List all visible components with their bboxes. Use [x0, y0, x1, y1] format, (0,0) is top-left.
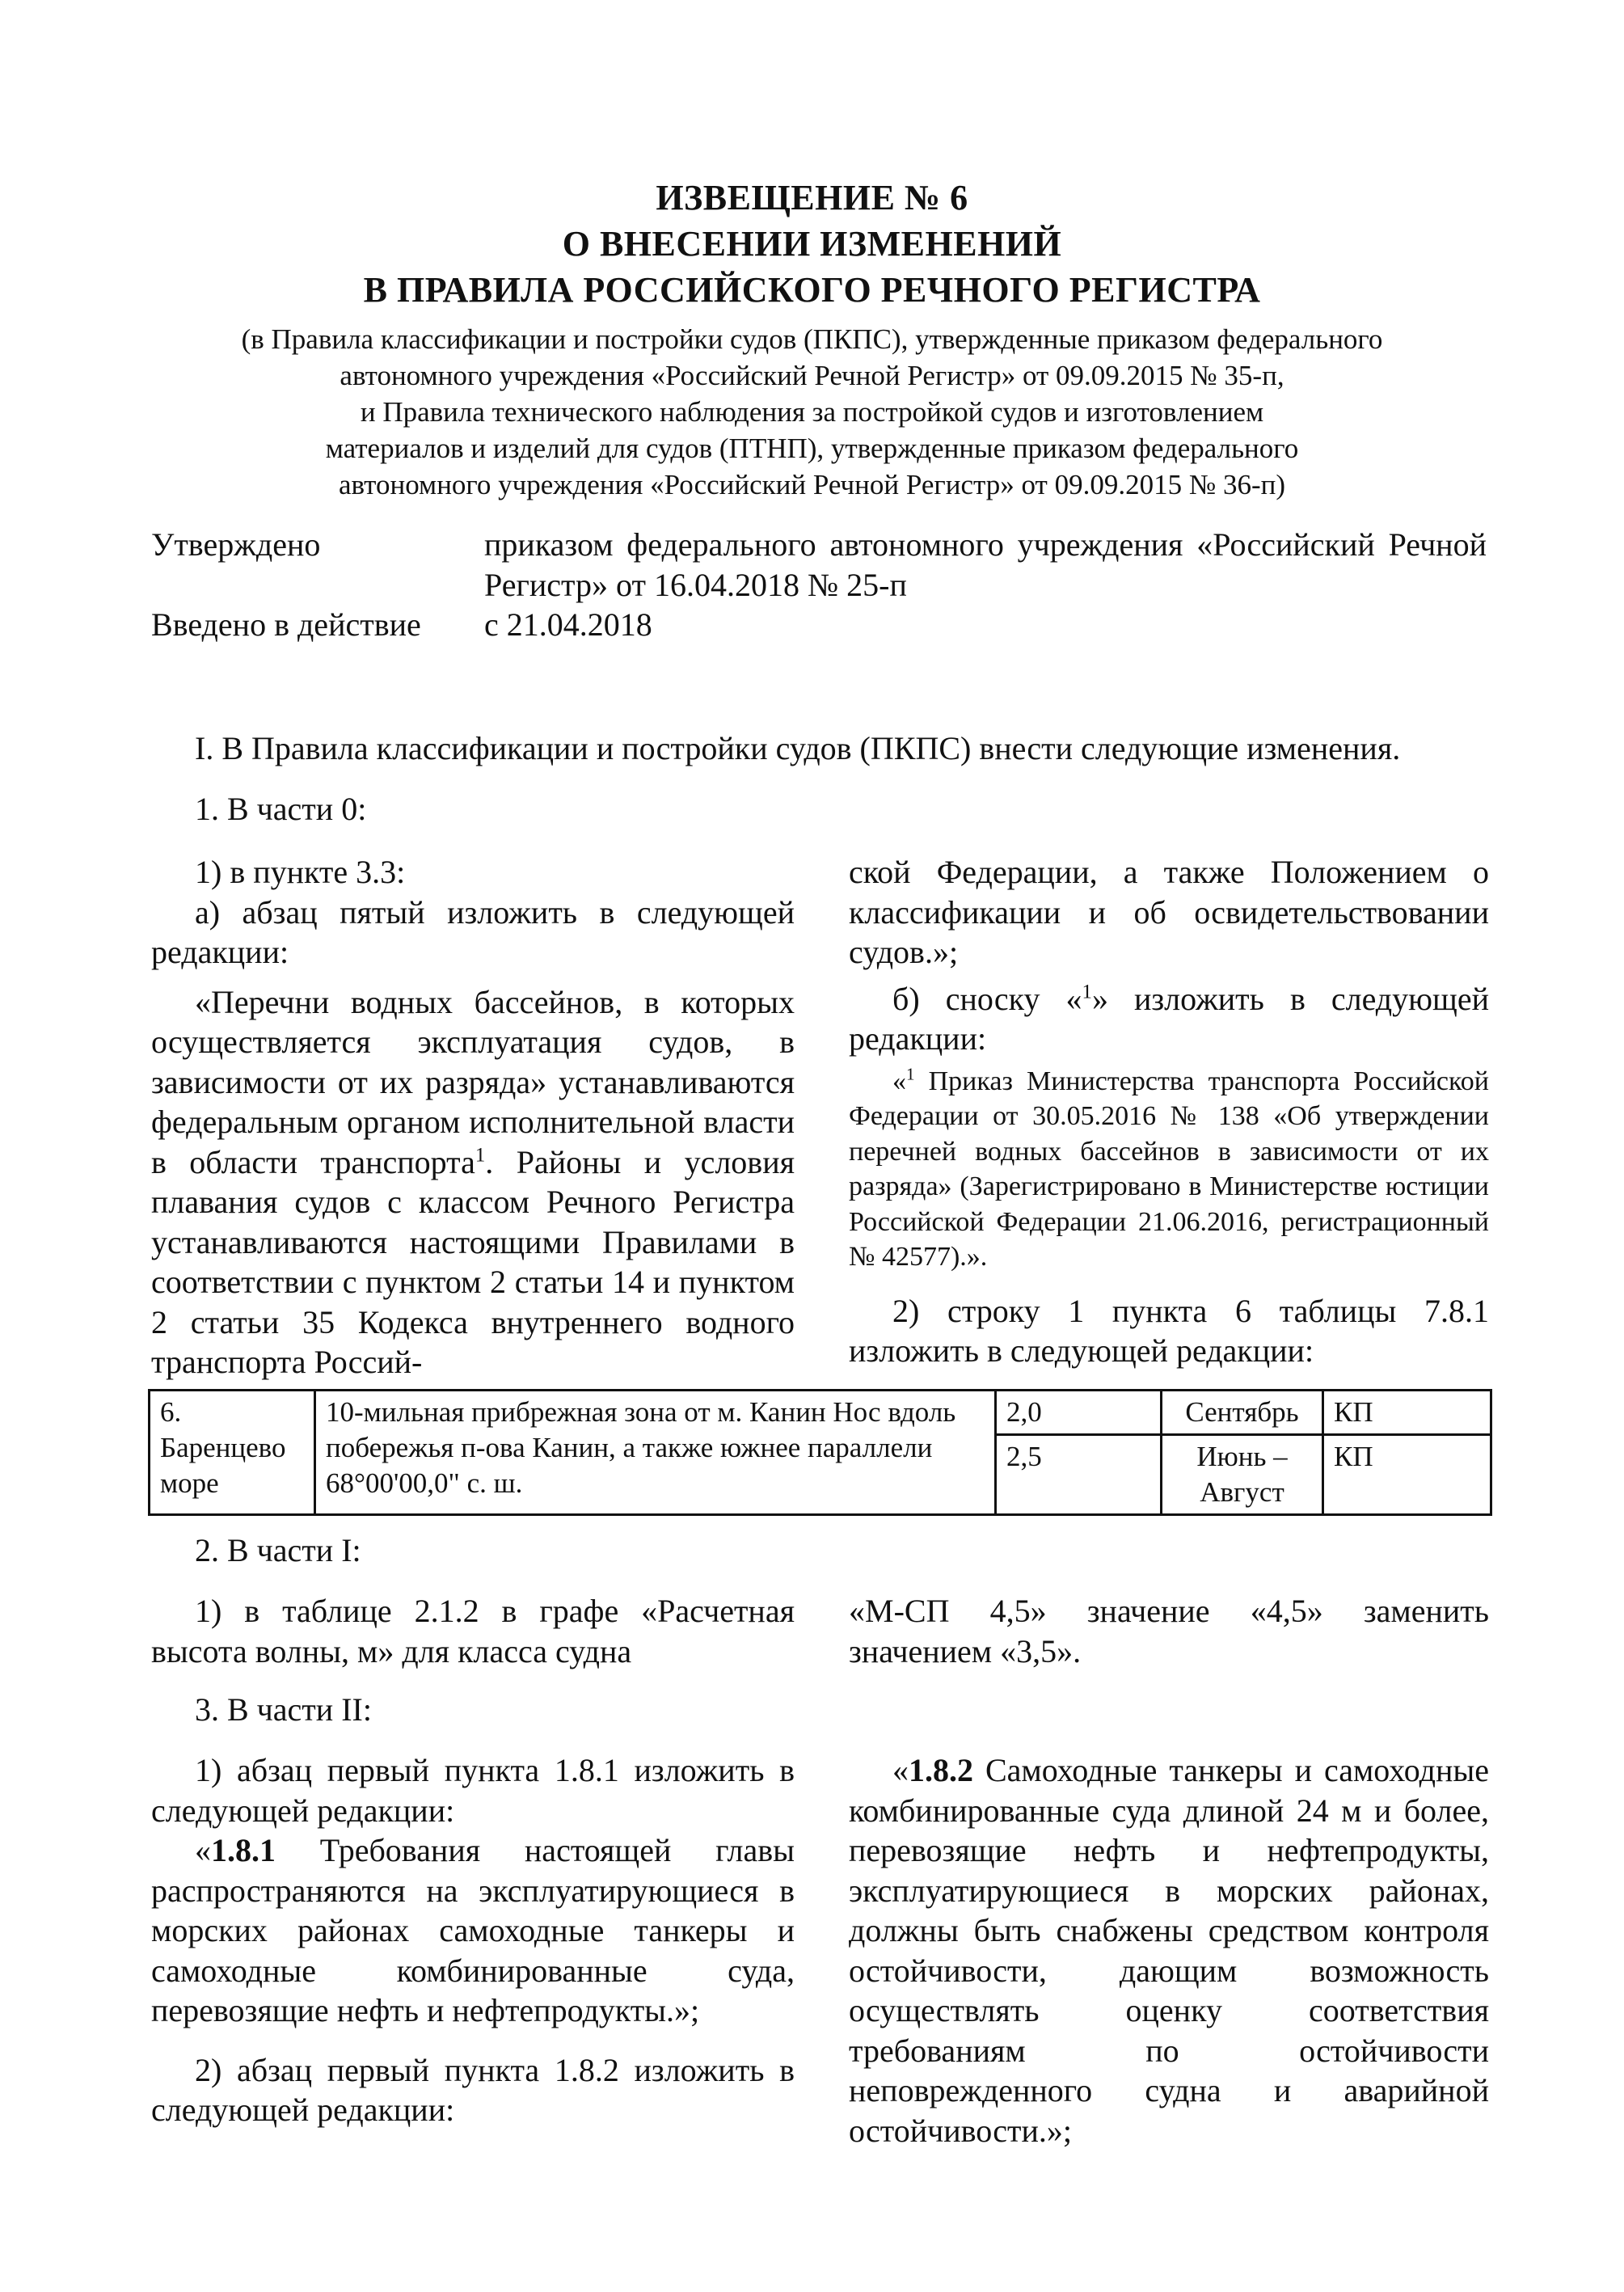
item-1b-text [849, 979, 1489, 1059]
footnote-reference: 1 [475, 1144, 486, 1167]
item-2-text: 2) строку 1 пункта 6 таблицы 7.8.1 изложить в следующей редакции: [849, 1292, 1489, 1369]
table-cell-class: КП [1323, 1391, 1491, 1435]
item-1a-text: а) абзац пятый изложить в следующей редакции: [151, 893, 795, 970]
subtitle-line-3: и Правила технического наблюдения за постройкой судов и изготовлением [360, 396, 1264, 428]
footnote-mark: 1 [906, 1064, 915, 1084]
item-1b-suffix: » изложить в следующей редакции: [849, 980, 1490, 1057]
q182-open: « [892, 1752, 909, 1788]
part-2-item-2-text: 2) абзац первый пункта 1.8.2 изложить в следующей редакции: [151, 2051, 795, 2128]
part-1-item-1-left: 1) в таблице 2.1.2 в графе «Расчетная высота волны, м» для класса судна [151, 1593, 795, 1669]
part-0-heading: 1. В части 0: [195, 791, 367, 827]
footnote-text: Приказ Министерства транспорта Российской Федерации от 30.05.2016 № 138 «Об утверждении перечней водных бассейнов в зависимости от их разряда» (Зарегистрировано в Министерстве юстиции Российской Федерации 21.06.2016, регистрационный № 42577).». [849, 1066, 1489, 1272]
q182-text: Самоходные танкеры и самоходные комбинированные суда длиной 24 м и более, перевозящие нефть и нефтепродукты, эксплуатирующиеся в морских районах, должны быть снабжены средством контроля остойчивости, дающим возможность осуществлять оценку соответствия требованиям по остойчивости неповрежденного судна и аварийной остойчивости.»; [849, 1752, 1489, 2149]
section-1-right-column [849, 852, 1489, 1371]
item-1b-mark: 1 [1082, 981, 1092, 1003]
subtitle-line-4: материалов и изделий для судов (ПТНП), утвержденные приказом федерального [325, 433, 1299, 464]
table-cell-class: КП [1323, 1435, 1491, 1515]
table-cell-period: Июнь – Август [1162, 1435, 1323, 1515]
subtitle-line-2: автономного учреждения «Российский Речной Регистр» от 09.09.2015 № 35-п, [340, 360, 1284, 391]
q181-open: « [195, 1832, 211, 1868]
table-row [150, 1391, 1491, 1435]
subtitle-line-5: автономного учреждения «Российский Речной Регистр» от 09.09.2015 № 36-п) [338, 469, 1286, 500]
quote-text-1: «Перечни водных бассейнов, в которых осуществляется эксплуатация судов, в зависимости от их разряда» устанавливаются федеральным органом исполнительной власти в области транспорта [151, 983, 795, 1180]
footnote-open: « [892, 1066, 906, 1096]
sea-areas-table [148, 1389, 1492, 1516]
q182-number: 1.8.2 [909, 1752, 973, 1788]
section-1-heading: I. В Правила классификации и постройки судов (ПКПС) внести следующие изменения. [195, 730, 1401, 766]
quote-continuation: ской Федерации, а также Положением о классификации и об освидетельствовании судов.»; [849, 854, 1489, 970]
part-1-item-1-right: «М-СП 4,5» значение «4,5» заменить значением «3,5». [849, 1593, 1489, 1669]
subtitle-line-1: (в Правила классификации и постройки судов (ПКПС), утвержденные приказом федерального [241, 323, 1383, 355]
part-2-item-1-text: 1) абзац первый пункта 1.8.1 изложить в следующей редакции: [151, 1752, 795, 1829]
paragraph-1-8-1 [151, 1830, 795, 2031]
page-title-line-1: ИЗВЕЩЕНИЕ № 6 [656, 178, 968, 217]
q181-text: Требования настоящей главы распространяются на эксплуатирующиеся в морских районах самоходные танкеры и самоходные комбинированные суда, перевозящие нефть и нефтепродукты.»; [151, 1832, 795, 2028]
section-1-left-column [151, 852, 795, 1382]
table-cell-height: 2,0 [996, 1391, 1162, 1435]
approved-value: приказом федерального автономного учреждения «Российский Речной Регистр» от 16.04.2018 № 25-п [484, 526, 1487, 603]
part-2-heading: 3. В части II: [195, 1691, 372, 1728]
q181-number: 1.8.1 [211, 1832, 276, 1868]
quote-text-2: . Районы и условия плавания судов с классом Речного Регистра устанавливаются настоящими Правилами в соответствии с пунктом 2 статьи 14 и пунктом 2 статьи 35 Кодекса внутреннего водного транспорта Россий- [151, 1143, 795, 1380]
table-cell-height: 2,5 [996, 1435, 1162, 1515]
part-2-left-column [151, 1750, 795, 2130]
table-cell-period: Сентябрь [1162, 1391, 1323, 1435]
page-title-line-3: В ПРАВИЛА РОССИЙСКОГО РЕЧНОГО РЕГИСТРА [363, 270, 1261, 310]
part-1-heading: 2. В части I: [195, 1532, 361, 1568]
item-1-text: 1) в пункте 3.3: [195, 854, 406, 890]
quote-paragraph [151, 982, 795, 1382]
effective-label: Введено в действие [151, 606, 421, 643]
approved-label: Утверждено [151, 526, 321, 563]
footnote-text-block [849, 1064, 1489, 1275]
page-title-line-2: О ВНЕСЕНИИ ИЗМЕНЕНИЙ [562, 224, 1062, 264]
paragraph-1-8-2 [849, 1750, 1489, 2151]
effective-value: с 21.04.2018 [484, 606, 652, 643]
table-cell-area: 6. Баренцево море [150, 1391, 315, 1515]
table-cell-zone: 10-мильная прибрежная зона от м. Канин Нос вдоль побережья п-ова Канин, а также южнее параллели 68°00'00,0" с. ш. [315, 1391, 996, 1515]
item-1b-prefix: б) сноску « [892, 980, 1082, 1017]
